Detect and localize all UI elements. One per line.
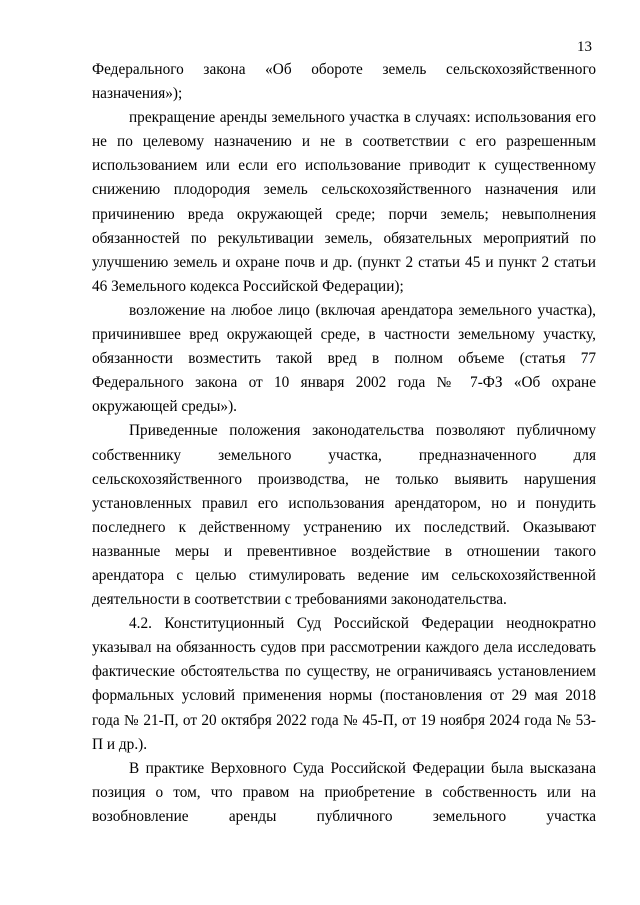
paragraph-section-4-2: 4.2. Конституционный Суд Российской Федерации неоднократно указывал на обязанность судов при рассмотрении каждого дела исследовать фактические обстоятельства по существу, не ограничиваясь установлением формальных условий применения нормы (постановления от 29 мая 2018 года № 21-П, от 20 октября 2022 года № 45-П, от 19 ноября 2024 года № 53-П и др.). <box>92 615 596 753</box>
page-number: 13 <box>577 39 592 55</box>
paragraph-lease-termination: прекращение аренды земельного участка в случаях: использования его не по целевому назначению и не в соответствии с его разрешенным использованием или если его использование приводит к существенному снижению плодородия земель сельскохозяйственного назначения или причинению вреда окружающей среде; порчи земель; невыполнения обязанностей по рекультивации земель, обязательных мероприятий по улучшению земель и охране почв и др. (пункт 2 статьи 45 и пункт 2 статьи 46 Земельного кодекса Российской Федерации); <box>92 109 596 295</box>
paragraph-supreme-court-practice: В практике Верховного Суда Российской Федерации была высказана позиция о том, что правом на приобретение в собственность или на возобновление аренды публичного земельного участка <box>92 759 596 825</box>
paragraph-continuation: Федерального закона «Об обороте земель сельскохозяйственного назначения»); <box>92 61 596 103</box>
document-body <box>92 58 596 829</box>
paragraph-legal-provisions: Приведенные положения законодательства позволяют публичному собственнику земельного участка, предназначенного для сельскохозяйственного производства, не только выявить нарушения установленных правил его использования арендатором, но и понудить последнего к действенному устранению их последствий. Оказывают названные меры и превентивное воздействие в отношении такого арендатора с целью стимулировать ведение им сельскохозяйственной деятельности в соответствии с требованиями законодательства. <box>92 422 596 609</box>
paragraph-damage-compensation: возложение на любое лицо (включая арендатора земельного участка), причинившее вред окружающей среде, в частности земельному участку, обязанности возместить такой вред в полном объеме (статья 77 Федерального закона от 10 января 2002 года № 7-ФЗ «Об охране окружающей среды»). <box>92 301 596 416</box>
